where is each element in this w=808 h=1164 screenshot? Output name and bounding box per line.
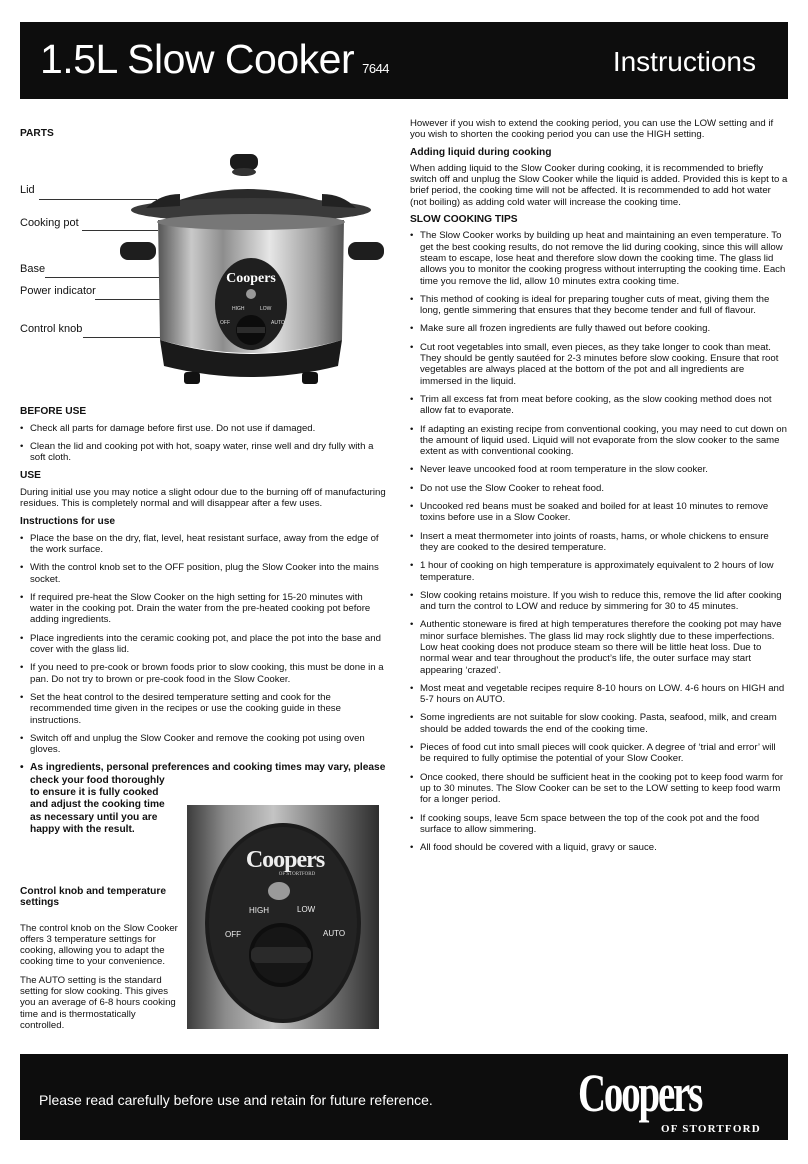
control-panel-illustration	[187, 805, 379, 1029]
before-use-list	[20, 423, 388, 464]
parts-diagram	[20, 144, 388, 406]
adding-liquid-heading: Adding liquid during cooking	[410, 146, 552, 158]
list-item: • Make sure all frozen ingredients are fully thawed out before cooking.	[410, 323, 788, 334]
list-item: • Pieces of food cut into small pieces will cook quicker. A degree of ‘trial and error’ will be required to fully optimise the potential of your Slow Cooker.	[410, 742, 788, 765]
list-item: • Switch off and unplug the Slow Cooker and remove the cooking pot using oven gloves.	[20, 733, 388, 756]
control-text-1: The control knob on the Slow Cooker offers 3 temperature settings for cooking, allowing you to adapt the cooking time to your convenience.	[20, 922, 178, 968]
list-item: • Uncooked red beans must be soaked and boiled for at least 10 minutes to remove toxins before use in a Slow Cooker.	[410, 501, 788, 524]
header-bar	[20, 22, 788, 99]
cooker-off: OFF	[220, 320, 230, 327]
list-item: • Never leave uncooked food at room temperature in the slow cooker.	[410, 464, 788, 475]
list-item: • With the control knob set to the OFF position, plug the Slow Cooker into the mains socket.	[20, 562, 388, 585]
parts-heading: PARTS	[20, 128, 54, 139]
intro-text: However if you wish to extend the cooking period, you can use the LOW setting and if you wish to shorten the cooking period you can use the HIGH setting.	[410, 118, 774, 141]
photo-low: LOW	[297, 905, 316, 914]
warning-rest: check your food thoroughly to ensure it is fully cooked and adjust the cooking time as necessary until you are happy with the result.	[30, 774, 165, 835]
list-item: • 1 hour of cooking on high temperature is approximately equivalent to 2 hours of low temperature.	[410, 560, 788, 583]
list-item: • This method of cooking is ideal for preparing tougher cuts of meat, giving them the long, gentle simmering that ensures that they become tender and full of flavour.	[410, 294, 788, 317]
cooker-brand: Coopers	[226, 271, 276, 287]
instructions-heading: Instructions for use	[20, 516, 116, 528]
list-item: • Set the heat control to the desired temperature setting and cook for the recommended time given in the recipes or use the cooking guide in these instructions.	[20, 692, 388, 726]
cooker-high: HIGH	[232, 306, 245, 313]
list-item: • Slow cooking retains moisture. If you wish to reduce this, remove the lid after cooking and turn the control to LOW and reduce by simmering for 30 to 45 minutes.	[410, 590, 788, 613]
control-heading: Control knob and temperature settings	[20, 886, 167, 909]
adding-liquid-text: When adding liquid to the Slow Cooker during cooking, it is recommended to briefly switch off and unplug the Slow Cooker while the liquid is added. Provided this is kept to a brief period, the cooking time will not be affected. It is recommended to add hot water (not boiling) as adding cold water will increase the cooking time.	[410, 162, 788, 208]
right-column	[410, 118, 788, 860]
list-item: • Once cooked, there should be sufficient heat in the cooking pot to keep food warm for up to 30 minutes. The Slow Cooker can be set to the LOW setting to keep food warm for a longer period.	[410, 772, 788, 806]
control-knob-section	[20, 886, 182, 1038]
list-item: • Place the base on the dry, flat, level, heat resistant surface, away from the edge of the work surface.	[20, 533, 388, 556]
use-text: During initial use you may notice a slight odour due to the burning off of manufacturing residues. This is completely normal and will disappear after a few uses.	[20, 486, 386, 510]
label-cooking-pot: Cooking pot	[20, 217, 79, 230]
list-item: • Do not use the Slow Cooker to reheat food.	[410, 483, 788, 494]
list-item: • Some ingredients are not suitable for slow cooking. Pasta, seafood, milk, and cream should be added towards the end of the cooking time.	[410, 712, 788, 735]
list-item: • Most meat and vegetable recipes require 8-10 hours on LOW. 4-6 hours on HIGH and 5-7 hours on AUTO.	[410, 683, 788, 706]
list-item: • If adapting an existing recipe from conventional cooking, you may need to cut down on the amount of liquid used. Liquid will not evaporate from the slow cooker to the same extent as with conventional cooking.	[410, 424, 788, 458]
cooker-auto: AUTO	[271, 320, 285, 327]
slow-cooker-illustration	[120, 144, 390, 396]
label-control-knob: Control knob	[20, 323, 83, 336]
list-item: • If you need to pre-cook or brown foods prior to slow cooking, this must be done in a pan. Do not try to brown or pre-cook food in the Slow Cooker.	[20, 662, 388, 685]
list-item: • All food should be covered with a liquid, gravy or sauce.	[410, 842, 788, 853]
instructions-list	[20, 533, 388, 837]
use-heading: USE	[20, 470, 41, 482]
label-lid: Lid	[20, 184, 35, 197]
list-item: • If required pre-heat the Slow Cooker on the high setting for 15-20 minutes with water in the cooking pot. Drain the water from the pre-heated cooking pot before adding ingredients.	[20, 592, 388, 626]
tips-heading: SLOW COOKING TIPS	[410, 214, 518, 226]
footer-logo: Coopers	[578, 1063, 702, 1123]
before-use-heading: BEFORE USE	[20, 406, 87, 418]
footer-text: Please read carefully before use and retain for future reference.	[39, 1092, 433, 1108]
list-item: • Check all parts for damage before first use. Do not use if damaged.	[20, 423, 388, 434]
list-item: • Insert a meat thermometer into joints of roasts, hams, or whole chickens to ensure they are cooked to the desired temperature.	[410, 531, 788, 554]
instructions-label: Instructions	[612, 46, 756, 77]
list-item: • Trim all excess fat from meat before cooking, as the slow cooking method does not allow fat to evaporate.	[410, 394, 788, 417]
list-item: • The Slow Cooker works by building up heat and maintaining an even temperature. To get the best cooking results, do not remove the lid during cooking, since this will allow steam to escape, lose heat and therefore slow down the cooking time. The glass lid allows you to monitor the cooking progress without interrupting the cooking time. Each time you remove the lid, allow 10 minutes extra cooking time.	[410, 230, 788, 286]
list-item: • Clean the lid and cooking pot with hot, soapy water, rinse well and dry fully with a soft cloth.	[20, 441, 388, 464]
photo-auto: AUTO	[323, 929, 346, 938]
warning-line1: As ingredients, personal preferences and cooking times may vary, please	[30, 762, 386, 774]
label-power-indicator: Power indicator	[20, 285, 96, 298]
cooker-low: LOW	[260, 306, 272, 313]
photo-sub: OF STORTFORD	[278, 872, 316, 877]
footer-bar	[20, 1054, 788, 1140]
footer-logo-sub: OF STORTFORD	[661, 1123, 761, 1135]
document-title: 1.5L Slow Cooker 7644	[40, 36, 390, 82]
list-item: • Place ingredients into the ceramic cooking pot, and place the pot into the base and cover with the glass lid.	[20, 633, 388, 656]
photo-brand: Coopers	[245, 847, 325, 873]
left-column	[20, 128, 388, 843]
label-base: Base	[20, 263, 46, 276]
photo-high: HIGH	[249, 906, 269, 915]
photo-off: OFF	[225, 930, 241, 939]
control-panel-photo	[187, 805, 379, 1029]
model-number: 7644	[362, 61, 390, 76]
list-item: • If cooking soups, leave 5cm space between the top of the cook pot and the food surface to allow simmering.	[410, 813, 788, 836]
list-item: • Cut root vegetables into small, even pieces, as they take longer to cook than meat. They should be gently sautéed for 2-3 minutes before slow cooking. Ensure that root vegetables are always placed at the bottom of the pot and all ingredients are immersed in the liquid.	[410, 342, 788, 387]
tips-list	[410, 230, 788, 853]
control-text-2: The AUTO setting is the standard setting for slow cooking. This gives you an average of 6-8 hours cooking time and is thermostatically controlled.	[20, 974, 176, 1031]
list-item: • Authentic stoneware is fired at high temperatures therefore the cooking pot may have minor surface blemishes. The glass lid may rock slightly due to these imperfections. Low heat cooking does not produce steam so there will be little heat loss. Due to normal wear and tear throughout the product’s life, the outer surface may start appearing ‘crazed’.	[410, 619, 788, 675]
